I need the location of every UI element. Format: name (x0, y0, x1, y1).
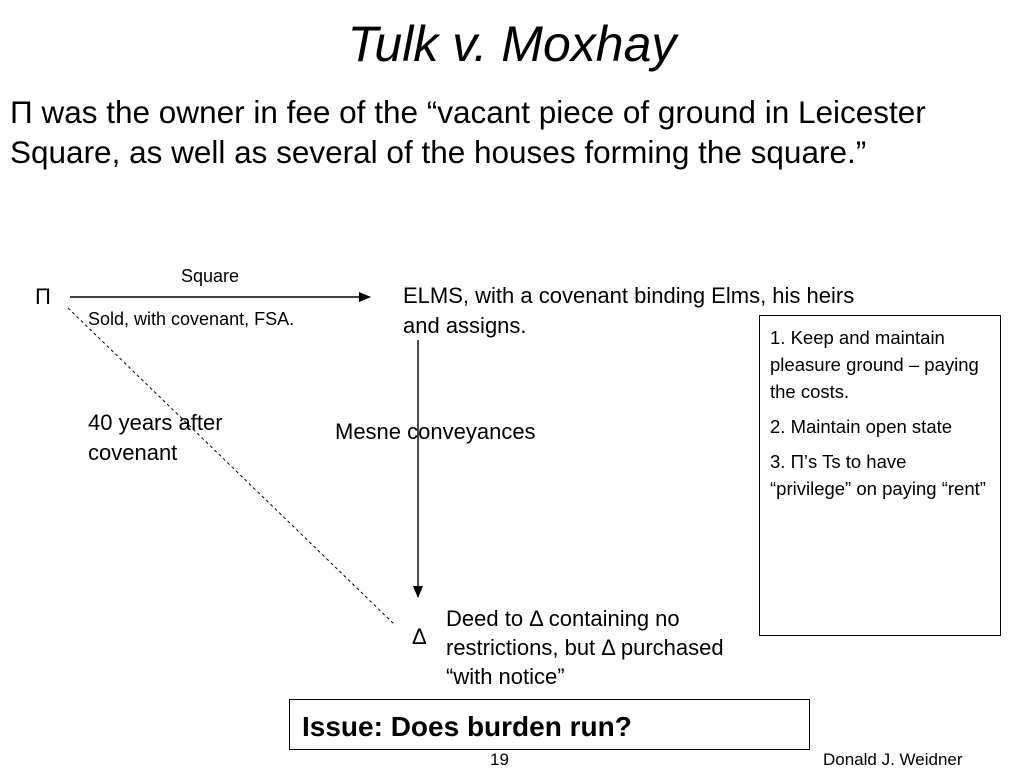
defendant-symbol: Δ (412, 624, 427, 649)
author-name: Donald J. Weidner (823, 750, 963, 769)
slide-title: Tulk v. Moxhay (347, 16, 677, 72)
forty-years-label: 40 years after covenant (88, 410, 223, 465)
plaintiff-symbol: Π (35, 284, 51, 309)
deed-description: Deed to Δ containing no restrictions, but Δ purchased “with notice” (446, 606, 724, 689)
arrow-label-square: Square (181, 266, 240, 286)
covenant-item: 2. Maintain open state (770, 416, 953, 437)
arrow-label-sold: Sold, with covenant, FSA. (88, 309, 295, 329)
elms-description: ELMS, with a covenant binding Elms, his heirs and assigns. (403, 283, 855, 338)
covenant-item: 1. Keep and maintain pleasure ground – paying the costs. (770, 327, 979, 402)
covenant-item: 3. Π’s Ts to have “privilege” on paying “rent” (770, 451, 986, 499)
covenant-list-box (759, 315, 1001, 636)
intro-paragraph: Π was the owner in fee of the “vacant piece of ground in Leicester Square, as well as several of the houses forming the square.” (10, 94, 926, 170)
mesne-conveyances-label: Mesne conveyances (335, 419, 536, 444)
issue-box: Issue: Does burden run? (289, 699, 810, 750)
page-number: 19 (490, 750, 509, 769)
